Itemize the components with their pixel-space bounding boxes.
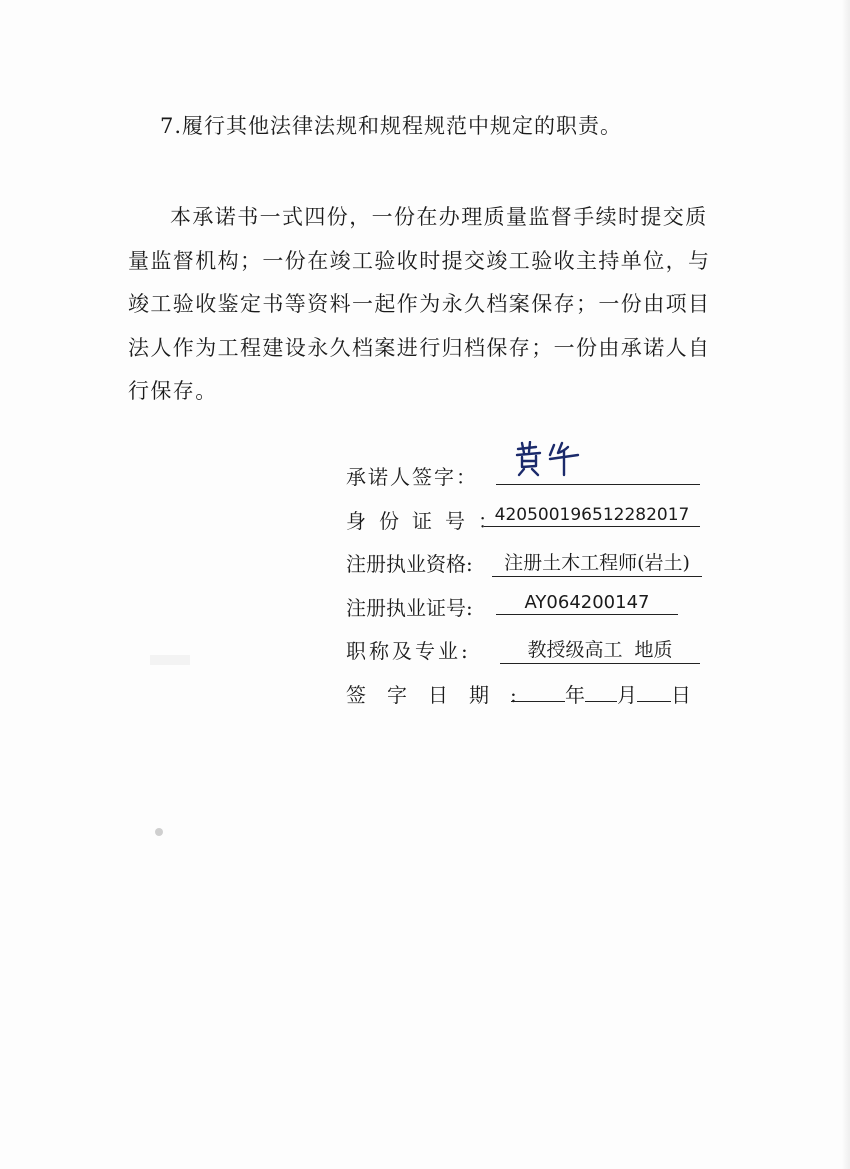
- date-fields: [511, 679, 691, 708]
- signature-block: [346, 455, 706, 716]
- month-blank: [585, 681, 617, 702]
- certificate-row: [346, 586, 706, 630]
- date-label: 签字日期:: [346, 682, 538, 707]
- day-label: 日: [671, 682, 691, 707]
- paragraph-line: 本承诺书一式四份，一份在办理质量监督手续时提交质: [170, 205, 708, 229]
- title-value: 教授级高工 地质: [500, 635, 700, 664]
- id-row: [346, 499, 706, 543]
- signer-label: 承诺人签字：: [346, 465, 478, 489]
- month-label: 月: [617, 682, 637, 707]
- qualification-row: [346, 542, 706, 586]
- year-blank: [511, 681, 565, 702]
- paragraph-line: 量监督机构；一份在竣工验收时提交竣工验收主持单位，与: [128, 248, 711, 273]
- item-7-text: 7.履行其他法律法规和规程规范中规定的职责。: [160, 114, 623, 138]
- title-label: 职称及专业:: [346, 639, 471, 663]
- paragraph-line: 行保存。: [128, 379, 218, 403]
- copies-paragraph: [128, 196, 728, 414]
- id-number-value: 420500196512282017: [484, 505, 700, 527]
- qualification-label: 注册执业资格:: [346, 552, 473, 576]
- paragraph-line: 法人作为工程建设永久档案进行归档保存；一份由承诺人自: [128, 335, 711, 360]
- signer-row: [346, 455, 706, 499]
- scan-smudge: [150, 655, 190, 665]
- paragraph-line: 竣工验收鉴定书等资料一起作为永久档案保存；一份由项目: [128, 292, 711, 316]
- year-label: 年: [565, 682, 585, 707]
- id-label: 身份证号：: [346, 508, 511, 533]
- day-blank: [637, 681, 671, 702]
- handwritten-signature-icon: [514, 441, 584, 477]
- qualification-value: 注册土木工程师(岩土): [492, 548, 702, 577]
- scan-dot: [155, 828, 163, 836]
- certificate-label: 注册执业证号:: [346, 595, 473, 620]
- date-row: [346, 673, 706, 717]
- title-row: [346, 629, 706, 673]
- scan-edge-shadow: [842, 0, 850, 1169]
- certificate-number-value: AY064200147: [496, 592, 678, 615]
